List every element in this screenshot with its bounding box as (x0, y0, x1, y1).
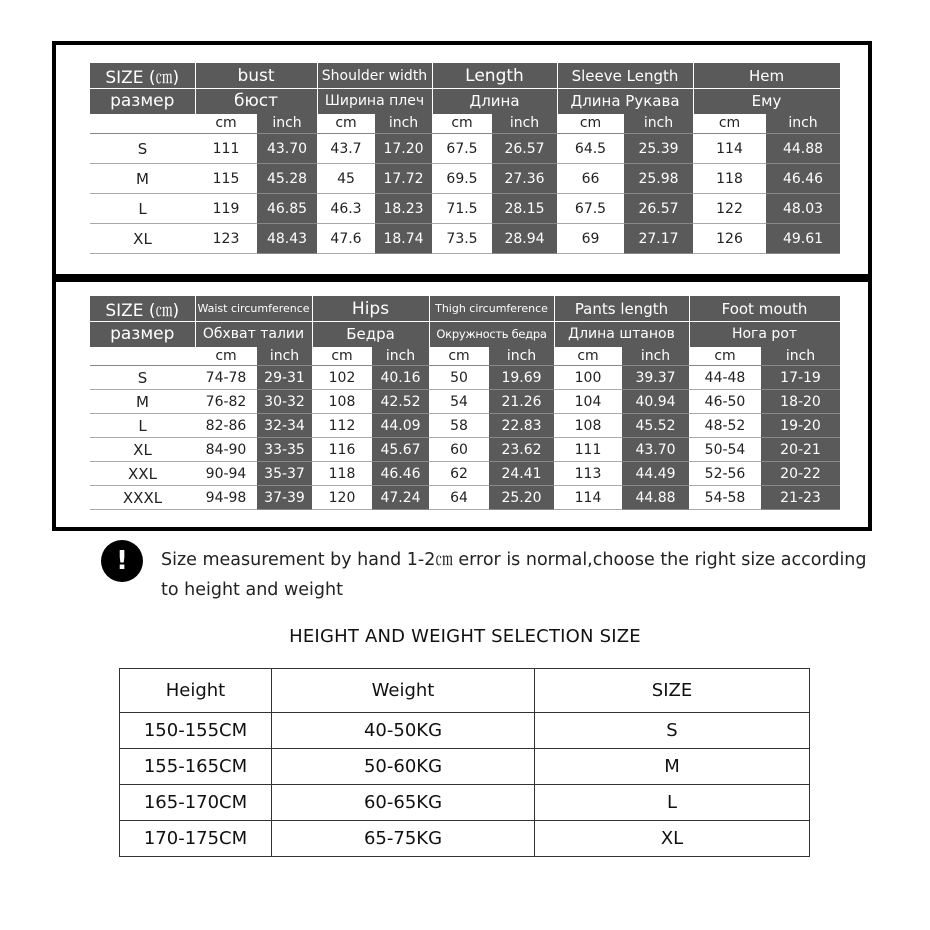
header-hips-ru: Бедра (312, 322, 429, 347)
header-height: Height (120, 669, 272, 713)
unit-inch: inch (257, 114, 317, 134)
inch-cell: 43.70 (257, 134, 317, 164)
cm-cell: 118 (693, 164, 766, 194)
header-size-en: SIZE (㎝) (90, 296, 195, 322)
header-waist-ru: Обхват талии (195, 322, 312, 347)
weight-cell: 60-65KG (272, 785, 535, 821)
inch-cell: 37-39 (257, 486, 312, 510)
cm-cell: 73.5 (432, 224, 492, 254)
cm-cell: 113 (554, 462, 622, 486)
cm-cell: 104 (554, 390, 622, 414)
cm-cell: 102 (312, 366, 372, 390)
cm-cell: 115 (195, 164, 257, 194)
unit-cm: cm (317, 114, 375, 134)
unit-inch: inch (375, 114, 432, 134)
unit-cm: cm (195, 114, 257, 134)
inch-cell: 47.24 (372, 486, 429, 510)
inch-cell: 45.28 (257, 164, 317, 194)
header-thigh-ru: Окружность бедра (429, 322, 554, 347)
inch-cell: 46.46 (372, 462, 429, 486)
cm-cell: 116 (312, 438, 372, 462)
unit-inch: inch (766, 114, 840, 134)
inch-cell: 27.17 (624, 224, 693, 254)
header-waist-en: Waist circumference (195, 296, 312, 322)
inch-cell: 39.37 (622, 366, 689, 390)
cm-cell: 120 (312, 486, 372, 510)
inch-cell: 40.94 (622, 390, 689, 414)
inch-cell: 17-19 (761, 366, 840, 390)
size-cell: L (535, 785, 810, 821)
inch-cell: 45.67 (372, 438, 429, 462)
cm-cell: 118 (312, 462, 372, 486)
table-row (90, 390, 840, 414)
cm-cell: 112 (312, 414, 372, 438)
cm-cell: 84-90 (195, 438, 257, 462)
header-size: SIZE (535, 669, 810, 713)
unit-cm: cm (557, 114, 624, 134)
table-row (90, 462, 840, 486)
header-shoulder-ru: Ширина плеч (317, 89, 432, 114)
unit-cm: cm (689, 347, 761, 366)
cm-cell: 114 (554, 486, 622, 510)
cm-cell: 52-56 (689, 462, 761, 486)
height-cell: 165-170CM (120, 785, 272, 821)
top-size-table (90, 63, 841, 254)
inch-cell: 48.03 (766, 194, 840, 224)
header-thigh-en: Thigh circumference (429, 296, 554, 322)
header-size-ru: размер (90, 89, 195, 114)
inch-cell: 40.16 (372, 366, 429, 390)
inch-cell: 30-32 (257, 390, 312, 414)
size-cell: XL (535, 821, 810, 857)
cm-cell: 100 (554, 366, 622, 390)
header-sleeve-en: Sleeve Length (557, 63, 693, 89)
inch-cell: 21.26 (489, 390, 554, 414)
height-weight-title: HEIGHT AND WEIGHT SELECTION SIZE (289, 626, 641, 647)
cm-cell: 58 (429, 414, 489, 438)
cm-cell: 82-86 (195, 414, 257, 438)
header-foot-mouth-ru: Нога рот (689, 322, 840, 347)
height-cell: 170-175CM (120, 821, 272, 857)
cm-cell: 47.6 (317, 224, 375, 254)
bottom-size-table (90, 296, 841, 510)
unit-cm: cm (432, 114, 492, 134)
cm-cell: 50-54 (689, 438, 761, 462)
inch-cell: 28.15 (492, 194, 557, 224)
top-size-chart (52, 41, 872, 278)
inch-cell: 32-34 (257, 414, 312, 438)
size-cell: XL (90, 438, 195, 462)
cm-cell: 46.3 (317, 194, 375, 224)
cm-cell: 60 (429, 438, 489, 462)
unit-inch: inch (622, 347, 689, 366)
cm-cell: 54-58 (689, 486, 761, 510)
inch-cell: 42.52 (372, 390, 429, 414)
inch-cell: 23.62 (489, 438, 554, 462)
size-cell: L (90, 194, 195, 224)
cm-cell: 50 (429, 366, 489, 390)
cm-cell: 123 (195, 224, 257, 254)
exclamation-icon: ! (101, 540, 143, 582)
cm-cell: 94-98 (195, 486, 257, 510)
inch-cell: 44.88 (622, 486, 689, 510)
inch-cell: 19-20 (761, 414, 840, 438)
inch-cell: 26.57 (492, 134, 557, 164)
cm-cell: 64.5 (557, 134, 624, 164)
inch-cell: 44.09 (372, 414, 429, 438)
cm-cell: 64 (429, 486, 489, 510)
height-cell: 150-155CM (120, 713, 272, 749)
unit-inch: inch (761, 347, 840, 366)
height-cell: 155-165CM (120, 749, 272, 785)
header-hem-ru: Ему (693, 89, 840, 114)
unit-inch: inch (372, 347, 429, 366)
inch-cell: 27.36 (492, 164, 557, 194)
table-header-row (120, 669, 810, 713)
unit-cm: cm (195, 347, 257, 366)
unit-cm: cm (429, 347, 489, 366)
header-size-ru: размер (90, 322, 195, 347)
header-bust-ru: бюст (195, 89, 317, 114)
unit-inch: inch (492, 114, 557, 134)
cm-cell: 43.7 (317, 134, 375, 164)
unit-inch: inch (624, 114, 693, 134)
inch-cell: 44.49 (622, 462, 689, 486)
inch-cell: 35-37 (257, 462, 312, 486)
inch-cell: 18-20 (761, 390, 840, 414)
header-length-ru: Длина (432, 89, 557, 114)
header-weight: Weight (272, 669, 535, 713)
table-row (90, 164, 840, 194)
size-cell: XXXL (90, 486, 195, 510)
table-row (120, 785, 810, 821)
cm-cell: 48-52 (689, 414, 761, 438)
inch-cell: 25.39 (624, 134, 693, 164)
units-row (90, 114, 840, 134)
inch-cell: 26.57 (624, 194, 693, 224)
inch-cell: 21-23 (761, 486, 840, 510)
inch-cell: 18.74 (375, 224, 432, 254)
inch-cell: 19.69 (489, 366, 554, 390)
inch-cell: 18.23 (375, 194, 432, 224)
table-row (90, 224, 840, 254)
table-row (90, 414, 840, 438)
table-row (120, 713, 810, 749)
cm-cell: 66 (557, 164, 624, 194)
weight-cell: 65-75KG (272, 821, 535, 857)
cm-cell: 119 (195, 194, 257, 224)
unit-cm: cm (554, 347, 622, 366)
table-row (90, 134, 840, 164)
header-hem-en: Hem (693, 63, 840, 89)
size-cell: XL (90, 224, 195, 254)
cm-cell: 46-50 (689, 390, 761, 414)
unit-blank (90, 114, 195, 134)
table-row (90, 366, 840, 390)
size-cell: M (90, 390, 195, 414)
table-row (120, 821, 810, 857)
inch-cell: 20-21 (761, 438, 840, 462)
inch-cell: 17.20 (375, 134, 432, 164)
inch-cell: 44.88 (766, 134, 840, 164)
cm-cell: 62 (429, 462, 489, 486)
size-cell: S (535, 713, 810, 749)
inch-cell: 20-22 (761, 462, 840, 486)
table-row (120, 749, 810, 785)
weight-cell: 40-50KG (272, 713, 535, 749)
size-cell: M (90, 164, 195, 194)
cm-cell: 126 (693, 224, 766, 254)
cm-cell: 67.5 (557, 194, 624, 224)
inch-cell: 28.94 (492, 224, 557, 254)
cm-cell: 76-82 (195, 390, 257, 414)
table-row (90, 486, 840, 510)
weight-cell: 50-60KG (272, 749, 535, 785)
measurement-note (101, 540, 881, 610)
cm-cell: 69.5 (432, 164, 492, 194)
table-row (90, 194, 840, 224)
units-row (90, 347, 840, 366)
cm-cell: 108 (554, 414, 622, 438)
header-length-en: Length (432, 63, 557, 89)
size-cell: XXL (90, 462, 195, 486)
header-shoulder-en: Shoulder width (317, 63, 432, 89)
cm-cell: 44-48 (689, 366, 761, 390)
cm-cell: 54 (429, 390, 489, 414)
cm-cell: 45 (317, 164, 375, 194)
header-hips-en: Hips (312, 296, 429, 322)
cm-cell: 74-78 (195, 366, 257, 390)
unit-blank (90, 347, 195, 366)
header-pants-length-ru: Длина штанов (554, 322, 689, 347)
header-foot-mouth-en: Foot mouth (689, 296, 840, 322)
cm-cell: 71.5 (432, 194, 492, 224)
inch-cell: 25.20 (489, 486, 554, 510)
inch-cell: 22.83 (489, 414, 554, 438)
cm-cell: 69 (557, 224, 624, 254)
inch-cell: 45.52 (622, 414, 689, 438)
size-cell: M (535, 749, 810, 785)
size-cell: L (90, 414, 195, 438)
unit-inch: inch (489, 347, 554, 366)
cm-cell: 67.5 (432, 134, 492, 164)
inch-cell: 33-35 (257, 438, 312, 462)
cm-cell: 108 (312, 390, 372, 414)
table-row (90, 438, 840, 462)
inch-cell: 48.43 (257, 224, 317, 254)
cm-cell: 111 (195, 134, 257, 164)
inch-cell: 25.98 (624, 164, 693, 194)
size-cell: S (90, 366, 195, 390)
cm-cell: 114 (693, 134, 766, 164)
size-cell: S (90, 134, 195, 164)
note-text: Size measurement by hand 1-2㎝ error is normal,choose the right size according to height and weight (161, 550, 867, 600)
inch-cell: 46.85 (257, 194, 317, 224)
header-sleeve-ru: Длина Рукава (557, 89, 693, 114)
unit-cm: cm (312, 347, 372, 366)
cm-cell: 90-94 (195, 462, 257, 486)
cm-cell: 111 (554, 438, 622, 462)
header-bust-en: bust (195, 63, 317, 89)
inch-cell: 49.61 (766, 224, 840, 254)
inch-cell: 24.41 (489, 462, 554, 486)
header-size-en: SIZE (㎝) (90, 63, 195, 89)
header-pants-length-en: Pants length (554, 296, 689, 322)
bottom-size-chart (52, 278, 872, 531)
cm-cell: 122 (693, 194, 766, 224)
inch-cell: 17.72 (375, 164, 432, 194)
unit-cm: cm (693, 114, 766, 134)
inch-cell: 29-31 (257, 366, 312, 390)
unit-inch: inch (257, 347, 312, 366)
height-weight-table (119, 668, 810, 857)
inch-cell: 43.70 (622, 438, 689, 462)
inch-cell: 46.46 (766, 164, 840, 194)
